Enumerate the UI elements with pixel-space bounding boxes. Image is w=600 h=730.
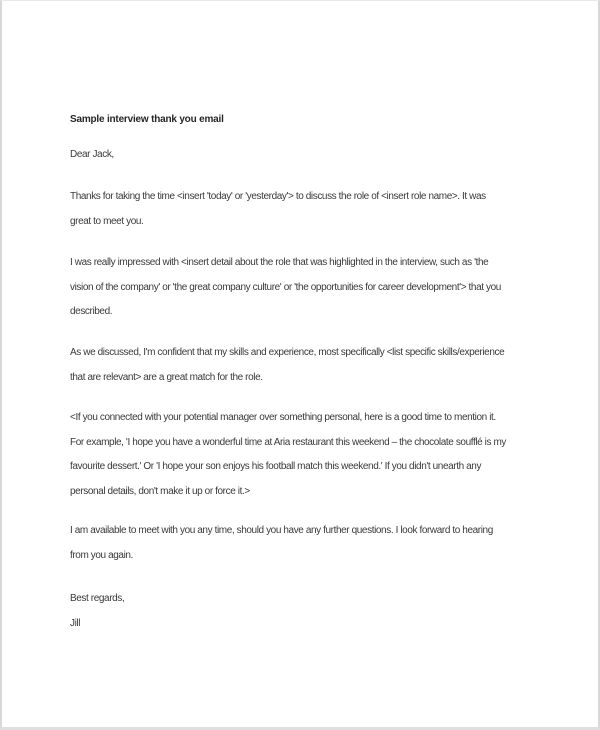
paragraph-skills xyxy=(70,341,538,390)
paragraph-thanks xyxy=(70,185,538,234)
text-line: I am available to meet with you any time, should you have any further questions. I look forward to hearing xyxy=(70,525,493,536)
email-letter xyxy=(2,1,598,636)
text-line: As we discussed, I'm confident that my skills and experience, most specifically <list specific skills/experience xyxy=(70,347,505,358)
signature-text: Jill xyxy=(70,617,81,629)
signature xyxy=(70,612,538,637)
text-line: I was really impressed with <insert detail about the role that was highlighted in the interview, such as 'the xyxy=(70,257,489,268)
text-line: Thanks for taking the time <insert 'today' or 'yesterday'> to discuss the role of <insert role name>. It was xyxy=(70,191,486,202)
closing xyxy=(70,587,538,612)
text-line: great to meet you. xyxy=(70,215,144,227)
paragraph-personal xyxy=(70,406,538,504)
salutation-text: Dear Jack, xyxy=(70,148,114,160)
text-line: described. xyxy=(70,306,113,317)
text-line: from you again. xyxy=(70,549,133,561)
closing-text: Best regards, xyxy=(70,593,125,604)
email-heading-text: Sample interview thank you email xyxy=(70,114,224,125)
text-line: vision of the company' or 'the great company culture' or 'the opportunities for career development'> that you xyxy=(70,281,501,293)
paragraph-availability xyxy=(70,519,538,568)
salutation xyxy=(70,143,538,168)
email-heading xyxy=(70,108,538,133)
text-line: that are relevant> are a great match for the role. xyxy=(70,371,263,383)
text-line: favourite dessert.' Or 'I hope your son enjoys his football match this weekend.' If you didn't unearth any xyxy=(70,461,482,472)
text-line: For example, 'I hope you have a wonderful time at Aria restaurant this weekend – the chocolate soufflé is my xyxy=(70,436,507,448)
text-line: personal details, don't make it up or force it.> xyxy=(70,485,250,497)
paragraph-impressed xyxy=(70,251,538,325)
text-line: <If you connected with your potential manager over something personal, here is a good time to mention it. xyxy=(70,412,496,423)
